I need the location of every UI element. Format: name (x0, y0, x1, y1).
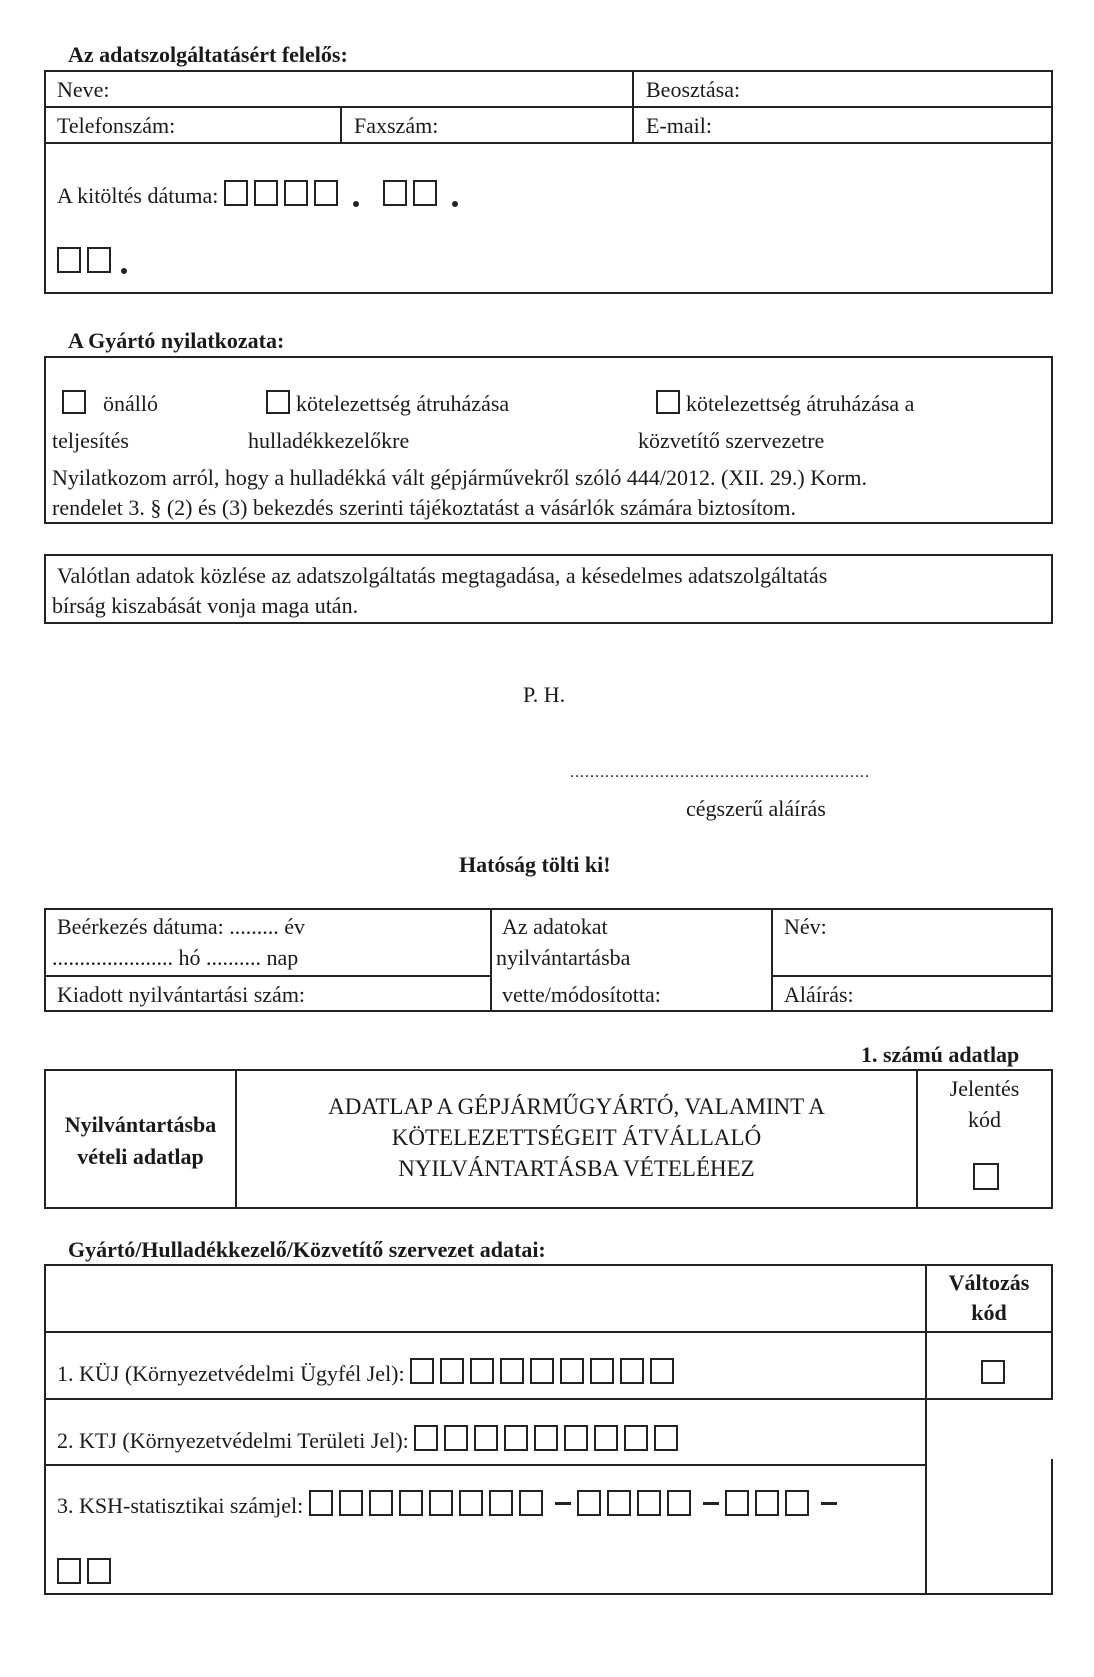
option-transfer-waste[interactable]: kötelezettség átruházása (266, 390, 509, 416)
recorded-by-2: nyilvántartásba (496, 945, 631, 970)
kuj-row (57, 1358, 680, 1386)
digit-box[interactable] (429, 1490, 453, 1516)
date-digit-box[interactable] (57, 247, 81, 273)
sheet-number: 1. számú adatlap (861, 1042, 1020, 1067)
date-digit-box[interactable] (383, 180, 407, 206)
authority-name-label: Név: (784, 914, 827, 939)
declaration-statement-1: Nyilatkozom arról, hogy a hulladékká vált gépjárművekről szóló 444/2012. (XII. 29.) Korm. (52, 465, 868, 490)
digit-box[interactable] (57, 1558, 81, 1584)
issued-number-label: Kiadott nyilvántartási szám: (57, 982, 306, 1007)
digit-box[interactable] (309, 1490, 333, 1516)
digit-box[interactable] (369, 1490, 393, 1516)
date-digit-box[interactable] (413, 180, 437, 206)
ksh-label: 3. KSH-statisztikai számjel: (57, 1493, 304, 1518)
option-independent[interactable]: önálló (62, 390, 158, 416)
ktj-boxes[interactable] (414, 1428, 684, 1453)
name-label: Neve: (57, 77, 110, 102)
ktj-row (57, 1425, 684, 1453)
responsible-title: Az adatszolgáltatásért felelős: (68, 42, 348, 67)
date-digit-box[interactable] (314, 180, 338, 206)
ksh-boxes-1[interactable] (309, 1493, 549, 1518)
ksh-boxes-3[interactable] (725, 1493, 815, 1518)
date-day-row[interactable] (57, 247, 145, 275)
digit-box[interactable] (725, 1490, 749, 1516)
fax-label: Faxszám: (354, 113, 439, 138)
authority-title: Hatóság tölti ki! (459, 852, 611, 877)
date-digit-box[interactable] (87, 247, 111, 273)
digit-box[interactable] (87, 1558, 111, 1584)
date-row (57, 180, 476, 208)
digit-box[interactable] (667, 1490, 691, 1516)
digit-box[interactable] (504, 1425, 528, 1451)
signature-dots[interactable]: ............................................................ (570, 764, 870, 781)
declaration-title: A Gyártó nyilatkozata: (68, 328, 285, 353)
ksh-boxes-4[interactable] (57, 1558, 117, 1586)
option-independent-label-2: teljesítés (52, 428, 129, 453)
org-title: Gyártó/Hulladékkezelő/Közvetítő szervezet adatai: (68, 1237, 546, 1262)
signature-label: cégszerű aláírás (686, 796, 826, 821)
authority-signature-label: Aláírás: (784, 982, 854, 1007)
ksh-row (57, 1490, 843, 1518)
digit-box[interactable] (594, 1425, 618, 1451)
kuj-label: 1. KÜJ (Környezetvédelmi Ügyfél Jel): (57, 1361, 405, 1386)
digit-box[interactable] (339, 1490, 363, 1516)
digit-box[interactable] (755, 1490, 779, 1516)
recorded-by-1: Az adatokat (502, 914, 608, 939)
digit-box[interactable] (530, 1358, 554, 1384)
digit-box[interactable] (534, 1425, 558, 1451)
digit-box[interactable] (500, 1358, 524, 1384)
report-code-checkbox[interactable] (973, 1163, 999, 1190)
kuj-change-checkbox[interactable] (981, 1360, 1005, 1384)
phone-label: Telefonszám: (57, 113, 176, 138)
recorded-by-3: vette/módosította: (502, 982, 661, 1007)
email-label: E-mail: (646, 113, 712, 138)
digit-box[interactable] (474, 1425, 498, 1451)
digit-box[interactable] (650, 1358, 674, 1384)
date-digit-box[interactable] (224, 180, 248, 206)
ksh-boxes-2[interactable] (577, 1493, 697, 1518)
option-transfer-intermediary[interactable]: kötelezettség átruházása a (656, 390, 914, 416)
digit-box[interactable] (470, 1358, 494, 1384)
ktj-label: 2. KTJ (Környezetvédelmi Területi Jel): (57, 1428, 409, 1453)
arrival-date-2: ...................... hó .......... nap (52, 945, 299, 970)
date-digit-box[interactable] (254, 180, 278, 206)
digit-box[interactable] (414, 1425, 438, 1451)
date-year-boxes[interactable] (224, 183, 350, 208)
date-month-boxes[interactable] (383, 183, 449, 208)
digit-box[interactable] (637, 1490, 661, 1516)
digit-box[interactable] (459, 1490, 483, 1516)
change-code-header: Változás kód (948, 1270, 1030, 1325)
digit-box[interactable] (410, 1358, 434, 1384)
digit-box[interactable] (519, 1490, 543, 1516)
sheet-left-label: Nyilvántartásba vételi adatlap (64, 1112, 217, 1169)
option-transfer-waste-label-2: hulladékkezelőkre (248, 428, 410, 453)
kuj-boxes[interactable] (410, 1361, 680, 1386)
sheet-center-title: ADATLAP A GÉPJÁRMŰGYÁRTÓ, VALAMINT A KÖTELEZETTSÉGEIT ÁTVÁLLALÓ NYILVÁNTARTÁSBA VÉTELÉHEZ (328, 1094, 825, 1181)
stamp-label: P. H. (523, 682, 566, 707)
date-label: A kitöltés dátuma: (57, 183, 219, 208)
checkbox[interactable] (656, 390, 680, 414)
declaration-statement-2: rendelet 3. § (2) és (3) bekezdés szerinti tájékoztatást a vásárlók számára biztosítom. (52, 495, 797, 520)
digit-box[interactable] (444, 1425, 468, 1451)
digit-box[interactable] (654, 1425, 678, 1451)
arrival-date-1: Beérkezés dátuma: ......... év (57, 914, 306, 939)
digit-box[interactable] (577, 1490, 601, 1516)
digit-box[interactable] (607, 1490, 631, 1516)
date-digit-box[interactable] (284, 180, 308, 206)
warning-line-1: Valótlan adatok közlése az adatszolgáltatás megtagadása, a késedelmes adatszolgáltatás (57, 563, 828, 588)
position-label: Beosztása: (646, 77, 741, 102)
option-transfer-intermediary-label-2: közvetítő szervezetre (638, 428, 825, 453)
digit-box[interactable] (624, 1425, 648, 1451)
digit-box[interactable] (620, 1358, 644, 1384)
digit-box[interactable] (440, 1358, 464, 1384)
warning-line-2: bírság kiszabását vonja maga után. (52, 593, 359, 618)
digit-box[interactable] (560, 1358, 584, 1384)
checkbox[interactable] (266, 390, 290, 414)
digit-box[interactable] (785, 1490, 809, 1516)
report-code: Jelentés kód (949, 1076, 1020, 1132)
digit-box[interactable] (399, 1490, 423, 1516)
digit-box[interactable] (564, 1425, 588, 1451)
digit-box[interactable] (489, 1490, 513, 1516)
checkbox[interactable] (62, 390, 86, 414)
digit-box[interactable] (590, 1358, 614, 1384)
